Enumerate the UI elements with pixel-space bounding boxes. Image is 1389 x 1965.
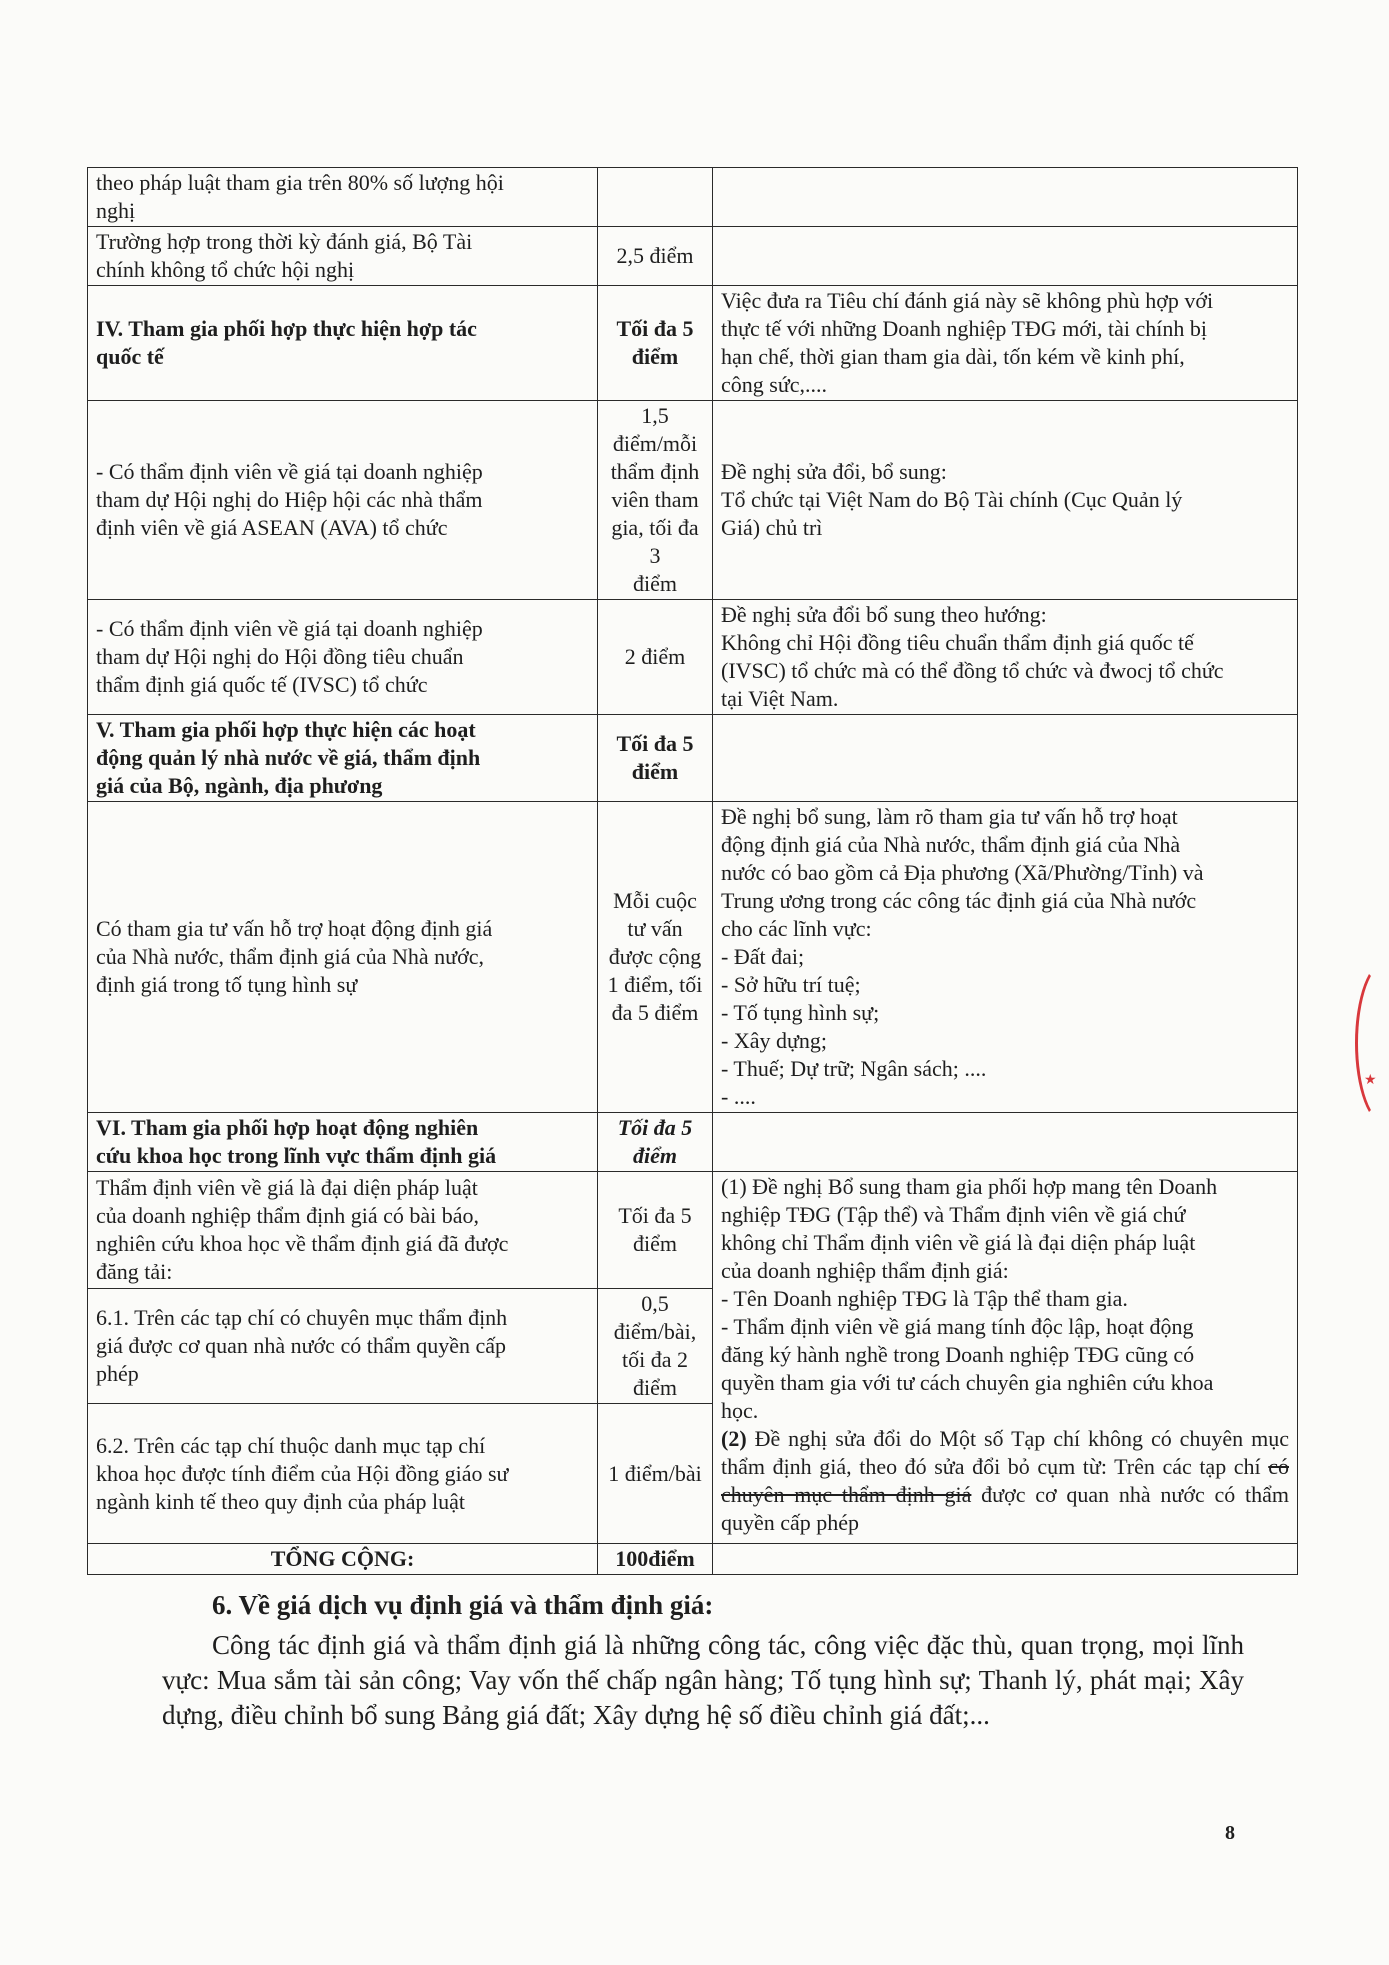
- cell-line: điểm: [633, 1143, 677, 1168]
- comment-cell: [713, 168, 1298, 227]
- cell-line: khoa học được tính điểm của Hội đồng giáo sư: [96, 1460, 509, 1486]
- criteria-cell: [88, 802, 598, 1113]
- cell-line: 2 điểm: [624, 644, 686, 669]
- cell-line: chính không tổ chức hội nghị: [96, 257, 355, 282]
- cell-line: - Sở hữu trí tuệ;: [721, 972, 861, 997]
- table-row: [88, 401, 1298, 600]
- cell-line: của doanh nghiệp thẩm định giá:: [721, 1258, 1009, 1283]
- criteria-cell: [88, 600, 598, 715]
- struck-out-phrase: có chuyên mục thẩm định giá: [721, 1454, 1289, 1507]
- cell-line: - Có thẩm định viên về giá tại doanh nghiệp: [96, 616, 483, 641]
- cell-line: động quản lý nhà nước về giá, thẩm định: [96, 745, 481, 770]
- cell-line: Tối đa 5: [617, 1115, 693, 1140]
- comment-cell: [713, 600, 1298, 715]
- cell-line: đa 5 điểm: [611, 1000, 699, 1025]
- section-6-title: 6. Về giá dịch vụ định giá và thẩm định giá:: [212, 1590, 714, 1620]
- cell-line: Trường hợp trong thời kỳ đánh giá, Bộ Tài: [96, 229, 473, 254]
- cell-line: điểm/mỗi: [612, 431, 698, 456]
- cell-line: V. Tham gia phối hợp thực hiện các hoạt: [96, 717, 476, 742]
- proposal-2-text-a: Đề nghị sửa đổi do Một số Tạp chí không có chuyên mục thẩm định giá, theo đó sửa đổi bỏ cụm từ: Trên các tạp chí: [721, 1426, 1289, 1479]
- cell-line: 1 điểm, tối: [607, 972, 703, 997]
- cell-line: nghiên cứu khoa học về thẩm định giá đã được: [96, 1231, 509, 1256]
- total-label-cell: [88, 1544, 598, 1575]
- cell-line: - Thẩm định viên về giá mang tính độc lập, hoạt động: [721, 1314, 1194, 1339]
- cell-line: hạn chế, thời gian tham gia dài, tốn kém về kinh phí,: [721, 344, 1185, 369]
- cell-line: Đề nghị sửa đổi, bổ sung:: [721, 459, 947, 484]
- cell-line: ngành kinh tế theo quy định của pháp luật: [96, 1488, 466, 1514]
- cell-line: học.: [721, 1398, 759, 1423]
- cell-line: 6.2. Trên các tạp chí thuộc danh mục tạp chí: [96, 1432, 486, 1458]
- criteria-cell: [88, 1289, 598, 1404]
- cell-line: phép: [96, 1361, 139, 1386]
- cell-line: điểm: [631, 344, 679, 369]
- merged-comment-cell: [713, 1172, 1298, 1544]
- cell-line: thực tế với những Doanh nghiệp TĐG mới, tài chính bị: [721, 316, 1208, 341]
- cell-line: (IVSC) tổ chức mà có thể đồng tổ chức và đwocj tổ chức: [721, 658, 1224, 683]
- score-cell: [598, 168, 713, 227]
- cell-line: - Tố tụng hình sự;: [721, 1000, 880, 1025]
- comment-cell: [713, 715, 1298, 802]
- cell-line: gia, tối đa 3: [611, 515, 699, 568]
- criteria-cell: [88, 1404, 598, 1544]
- cell-line: Tối đa 5: [618, 1203, 692, 1228]
- criteria-cell: [88, 401, 598, 600]
- proposal-2-label: (2): [721, 1426, 747, 1451]
- cell-line: Không chỉ Hội đồng tiêu chuẩn thẩm định giá quốc tế: [721, 630, 1194, 655]
- cell-line: 1 điểm/bài: [608, 1460, 702, 1486]
- cell-line: Đề nghị sửa đổi bổ sung theo hướng:: [721, 602, 1047, 627]
- score-cell: [598, 1113, 713, 1172]
- cell-line: nước có bao gồm cả Địa phương (Xã/Phường/Tỉnh) và: [721, 860, 1204, 885]
- table-row: [88, 227, 1298, 286]
- score-cell: [598, 227, 713, 286]
- cell-line: VI. Tham gia phối hợp hoạt động nghiên: [96, 1115, 479, 1140]
- cell-line: động định giá của Nhà nước, thẩm định giá của Nhà: [721, 832, 1181, 857]
- cell-line: - Thuế; Dự trữ; Ngân sách; ....: [721, 1056, 987, 1081]
- table-row: [88, 600, 1298, 715]
- stamp-star-icon: ★: [1364, 1073, 1377, 1088]
- cell-line: điểm: [633, 571, 677, 596]
- cell-line: đăng tải:: [96, 1259, 173, 1284]
- cell-line: - ....: [721, 1084, 756, 1109]
- cell-line: Thẩm định viên về giá là đại diện pháp luật: [96, 1175, 478, 1200]
- comment-cell: [713, 1113, 1298, 1172]
- criteria-cell: [88, 286, 598, 401]
- cell-line: 1,5: [641, 403, 669, 428]
- cell-line: công sức,....: [721, 372, 828, 397]
- table-row: [88, 1172, 1298, 1289]
- cell-line: Giá) chủ trì: [721, 515, 823, 540]
- table-row: [88, 802, 1298, 1113]
- cell-line: 2,5 điểm: [616, 243, 694, 268]
- score-cell: [598, 286, 713, 401]
- cell-line: không chỉ Thẩm định viên về giá là đại diện pháp luật: [721, 1230, 1196, 1255]
- cell-line: điểm: [633, 1375, 677, 1400]
- cell-line: Đề nghị bổ sung, làm rõ tham gia tư vấn hỗ trợ hoạt: [721, 804, 1178, 829]
- cell-line: TỔNG CỘNG:: [270, 1546, 415, 1571]
- cell-line: Việc đưa ra Tiêu chí đánh giá này sẽ không phù hợp với: [721, 288, 1214, 313]
- evaluation-criteria-table: [87, 167, 1298, 1575]
- score-cell: [598, 1404, 713, 1544]
- cell-line: - Tên Doanh nghiệp TĐG là Tập thể tham gia.: [721, 1286, 1128, 1311]
- cell-line: quyền tham gia với tư cách chuyên gia nghiên cứu khoa: [721, 1370, 1214, 1395]
- score-cell: [598, 600, 713, 715]
- comment-cell: [713, 401, 1298, 600]
- cell-line: định viên về giá ASEAN (AVA) tổ chức: [96, 515, 448, 540]
- cell-line: theo pháp luật tham gia trên 80% số lượng hội: [96, 170, 504, 195]
- cell-line: giá được cơ quan nhà nước có thẩm quyền cấp: [96, 1333, 506, 1358]
- cell-line: đăng ký hành nghề trong Doanh nghiệp TĐG cũng có: [721, 1342, 1195, 1367]
- cell-line: của doanh nghiệp thẩm định giá có bài báo,: [96, 1203, 480, 1228]
- criteria-cell: [88, 1113, 598, 1172]
- cell-line: điểm: [631, 759, 679, 784]
- cell-line: tư vấn: [627, 916, 683, 941]
- page-number: 8: [1225, 1822, 1235, 1844]
- table-row: [88, 1544, 1298, 1575]
- cell-line: điểm: [633, 1231, 677, 1256]
- cell-line: 100điểm: [615, 1546, 695, 1571]
- cell-line: điểm/bài,: [613, 1319, 697, 1344]
- cell-line: nghiệp TĐG (Tập thể) và Thẩm định viên về giá chứ: [721, 1202, 1186, 1227]
- comment-cell: [713, 802, 1298, 1113]
- cell-line: nghị: [96, 198, 136, 223]
- score-cell: [598, 1172, 713, 1289]
- cell-line: thẩm định: [610, 459, 700, 484]
- comment-cell: [713, 1544, 1298, 1575]
- cell-line: Tối đa 5: [616, 731, 694, 756]
- cell-line: - Có thẩm định viên về giá tại doanh nghiệp: [96, 459, 483, 484]
- criteria-cell: [88, 168, 598, 227]
- cell-line: - Xây dựng;: [721, 1028, 828, 1053]
- criteria-cell: [88, 715, 598, 802]
- cell-line: quốc tế: [96, 344, 164, 369]
- cell-line: Có tham gia tư vấn hỗ trợ hoạt động định giá: [96, 916, 493, 941]
- table-row: [88, 168, 1298, 227]
- cell-line: 6.1. Trên các tạp chí có chuyên mục thẩm định: [96, 1305, 508, 1330]
- cell-line: tham dự Hội nghị do Hiệp hội các nhà thẩm: [96, 487, 483, 512]
- total-score-cell: [598, 1544, 713, 1575]
- cell-line: Trung ương trong các công tác định giá của Nhà nước: [721, 888, 1197, 913]
- cell-line: - Đất đai;: [721, 944, 805, 969]
- cell-line: viên tham: [611, 487, 699, 512]
- table-row: [88, 286, 1298, 401]
- cell-line: định giá trong tố tụng hình sự: [96, 972, 358, 997]
- cell-line: tại Việt Nam.: [721, 686, 839, 711]
- score-cell: [598, 802, 713, 1113]
- cell-line: thẩm định giá quốc tế (IVSC) tổ chức: [96, 672, 428, 697]
- score-cell: [598, 715, 713, 802]
- cell-line: Mỗi cuộc: [613, 888, 697, 913]
- cell-line: của Nhà nước, thẩm định giá của Nhà nước,: [96, 944, 484, 969]
- cell-line: tối đa 2: [622, 1347, 688, 1372]
- section-6-paragraph: Công tác định giá và thẩm định giá là những công tác, công việc đặc thù, quan trọng, mọi lĩnh vực: Mua sắm tài sản công; Vay vốn thế chấp ngân hàng; Tố tụng hình sự; Thanh lý, phát mại; Xây dựng, điều chỉnh bổ sung Bảng giá đất; Xây dựng hệ số điều chỉnh giá đất;...: [162, 1630, 1244, 1730]
- cell-line: Tối đa 5: [616, 316, 694, 341]
- score-cell: [598, 1289, 713, 1404]
- criteria-cell: [88, 227, 598, 286]
- cell-line: tham dự Hội nghị do Hội đồng tiêu chuẩn: [96, 644, 464, 669]
- criteria-cell: [88, 1172, 598, 1289]
- cell-line: cho các lĩnh vực:: [721, 916, 872, 941]
- proposal-2-text-b: được cơ quan nhà nước có thẩm quyền cấp phép: [721, 1482, 1290, 1535]
- red-stamp-seal: [1355, 960, 1389, 1126]
- table-row: [88, 715, 1298, 802]
- proposal-2-text: [721, 1425, 1289, 1537]
- cell-line: IV. Tham gia phối hợp thực hiện hợp tác: [96, 316, 477, 341]
- cell-line: 0,5: [641, 1291, 669, 1316]
- cell-line: được cộng: [608, 944, 702, 969]
- score-cell: [598, 401, 713, 600]
- comment-cell: [713, 286, 1298, 401]
- cell-line: Tổ chức tại Việt Nam do Bộ Tài chính (Cục Quản lý: [721, 487, 1183, 512]
- comment-cell: [713, 227, 1298, 286]
- cell-line: (1) Đề nghị Bổ sung tham gia phối hợp mang tên Doanh: [721, 1174, 1218, 1199]
- cell-line: cứu khoa học trong lĩnh vực thẩm định giá: [96, 1143, 497, 1168]
- cell-line: giá của Bộ, ngành, địa phương: [96, 773, 383, 798]
- table-row: [88, 1113, 1298, 1172]
